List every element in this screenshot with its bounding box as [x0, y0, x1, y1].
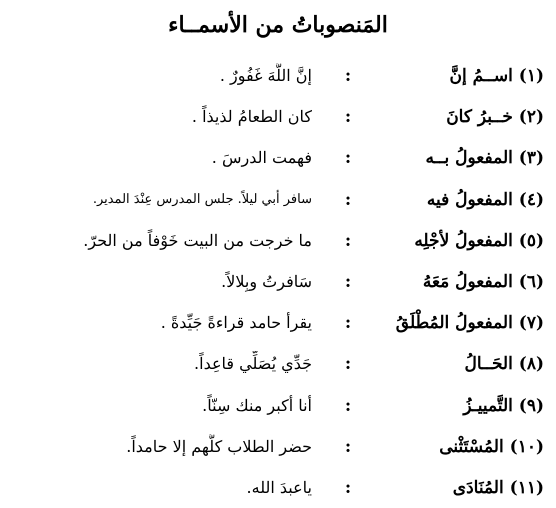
term-label: المفعولُ مَعَهُ: [422, 271, 513, 292]
example: كان الطعامُ لذيذاً .: [191, 107, 312, 127]
list-item: [0, 137, 556, 178]
colon: :: [344, 395, 352, 416]
item-number: (٩): [518, 395, 544, 416]
colon: :: [344, 66, 352, 86]
list-item: [0, 343, 556, 384]
example: فهمت الدرسَ .: [211, 148, 312, 168]
example: سافر أبي ليلاً. جلس المدرس عِنْدَ المدير.: [92, 191, 312, 207]
example: يقرأ حامد قراءةً جَيِّدةً .: [160, 313, 312, 333]
list-item: [0, 467, 556, 508]
item-number: (٨): [518, 354, 544, 375]
item-number: (٤): [518, 189, 544, 210]
colon: :: [344, 271, 352, 292]
example: ياعبدَ الله.: [246, 477, 312, 497]
list-item: [0, 261, 556, 302]
list-item: [0, 385, 556, 426]
colon: :: [344, 354, 352, 375]
term-label: التَّمييـزُ: [463, 395, 513, 416]
colon: :: [344, 313, 352, 334]
item-number: (١): [518, 66, 544, 86]
term-label: المفعولُ لأجْلِه: [414, 230, 513, 251]
list-item: [0, 179, 556, 220]
list-item: [0, 220, 556, 261]
term-label: المُنَادَى: [452, 477, 504, 498]
term-label: المفعولُ المُطْلَقُ: [395, 313, 513, 334]
colon: :: [344, 230, 352, 251]
example: أنا أكبر منك سِنّاً.: [202, 395, 312, 415]
list-item: [0, 55, 556, 96]
item-number: (١١): [509, 477, 544, 498]
term-label: المُسْتَثْنى: [439, 436, 504, 457]
items-list: [0, 55, 556, 508]
term-label: خــبرُ كانَ: [446, 107, 513, 128]
example: جَدِّي يُصَلِّي قاعِداً.: [194, 354, 312, 374]
colon: :: [344, 189, 352, 210]
item-number: (٥): [518, 230, 544, 251]
list-item: [0, 302, 556, 343]
item-number: (٦): [518, 271, 544, 292]
term-label: المفعولُ فيه: [426, 189, 513, 210]
term-label: الحَــالُ: [464, 354, 513, 375]
list-item: [0, 96, 556, 137]
term-label: اســمُ إنَّ: [449, 66, 513, 86]
colon: :: [344, 477, 352, 498]
example: حضر الطلاب كلُّهم إلا حامداً.: [126, 436, 312, 456]
colon: :: [344, 436, 352, 457]
list-item: [0, 426, 556, 467]
item-number: (١٠): [509, 436, 544, 457]
example: إنَّ اللَّهَ غَفُورٌ .: [219, 66, 312, 85]
example: ما خرجت من البيت خَوْفاً من الحرّ.: [83, 230, 312, 250]
item-number: (٢): [518, 107, 544, 128]
item-number: (٣): [518, 148, 544, 169]
page-title: المَنصوباتُ من الأسمــاء: [168, 12, 388, 38]
item-number: (٧): [518, 313, 544, 334]
example: سَافرتُ وبِلالاً.: [221, 271, 312, 291]
term-label: المفعولُ بــه: [425, 148, 513, 169]
colon: :: [344, 148, 352, 169]
colon: :: [344, 107, 352, 128]
